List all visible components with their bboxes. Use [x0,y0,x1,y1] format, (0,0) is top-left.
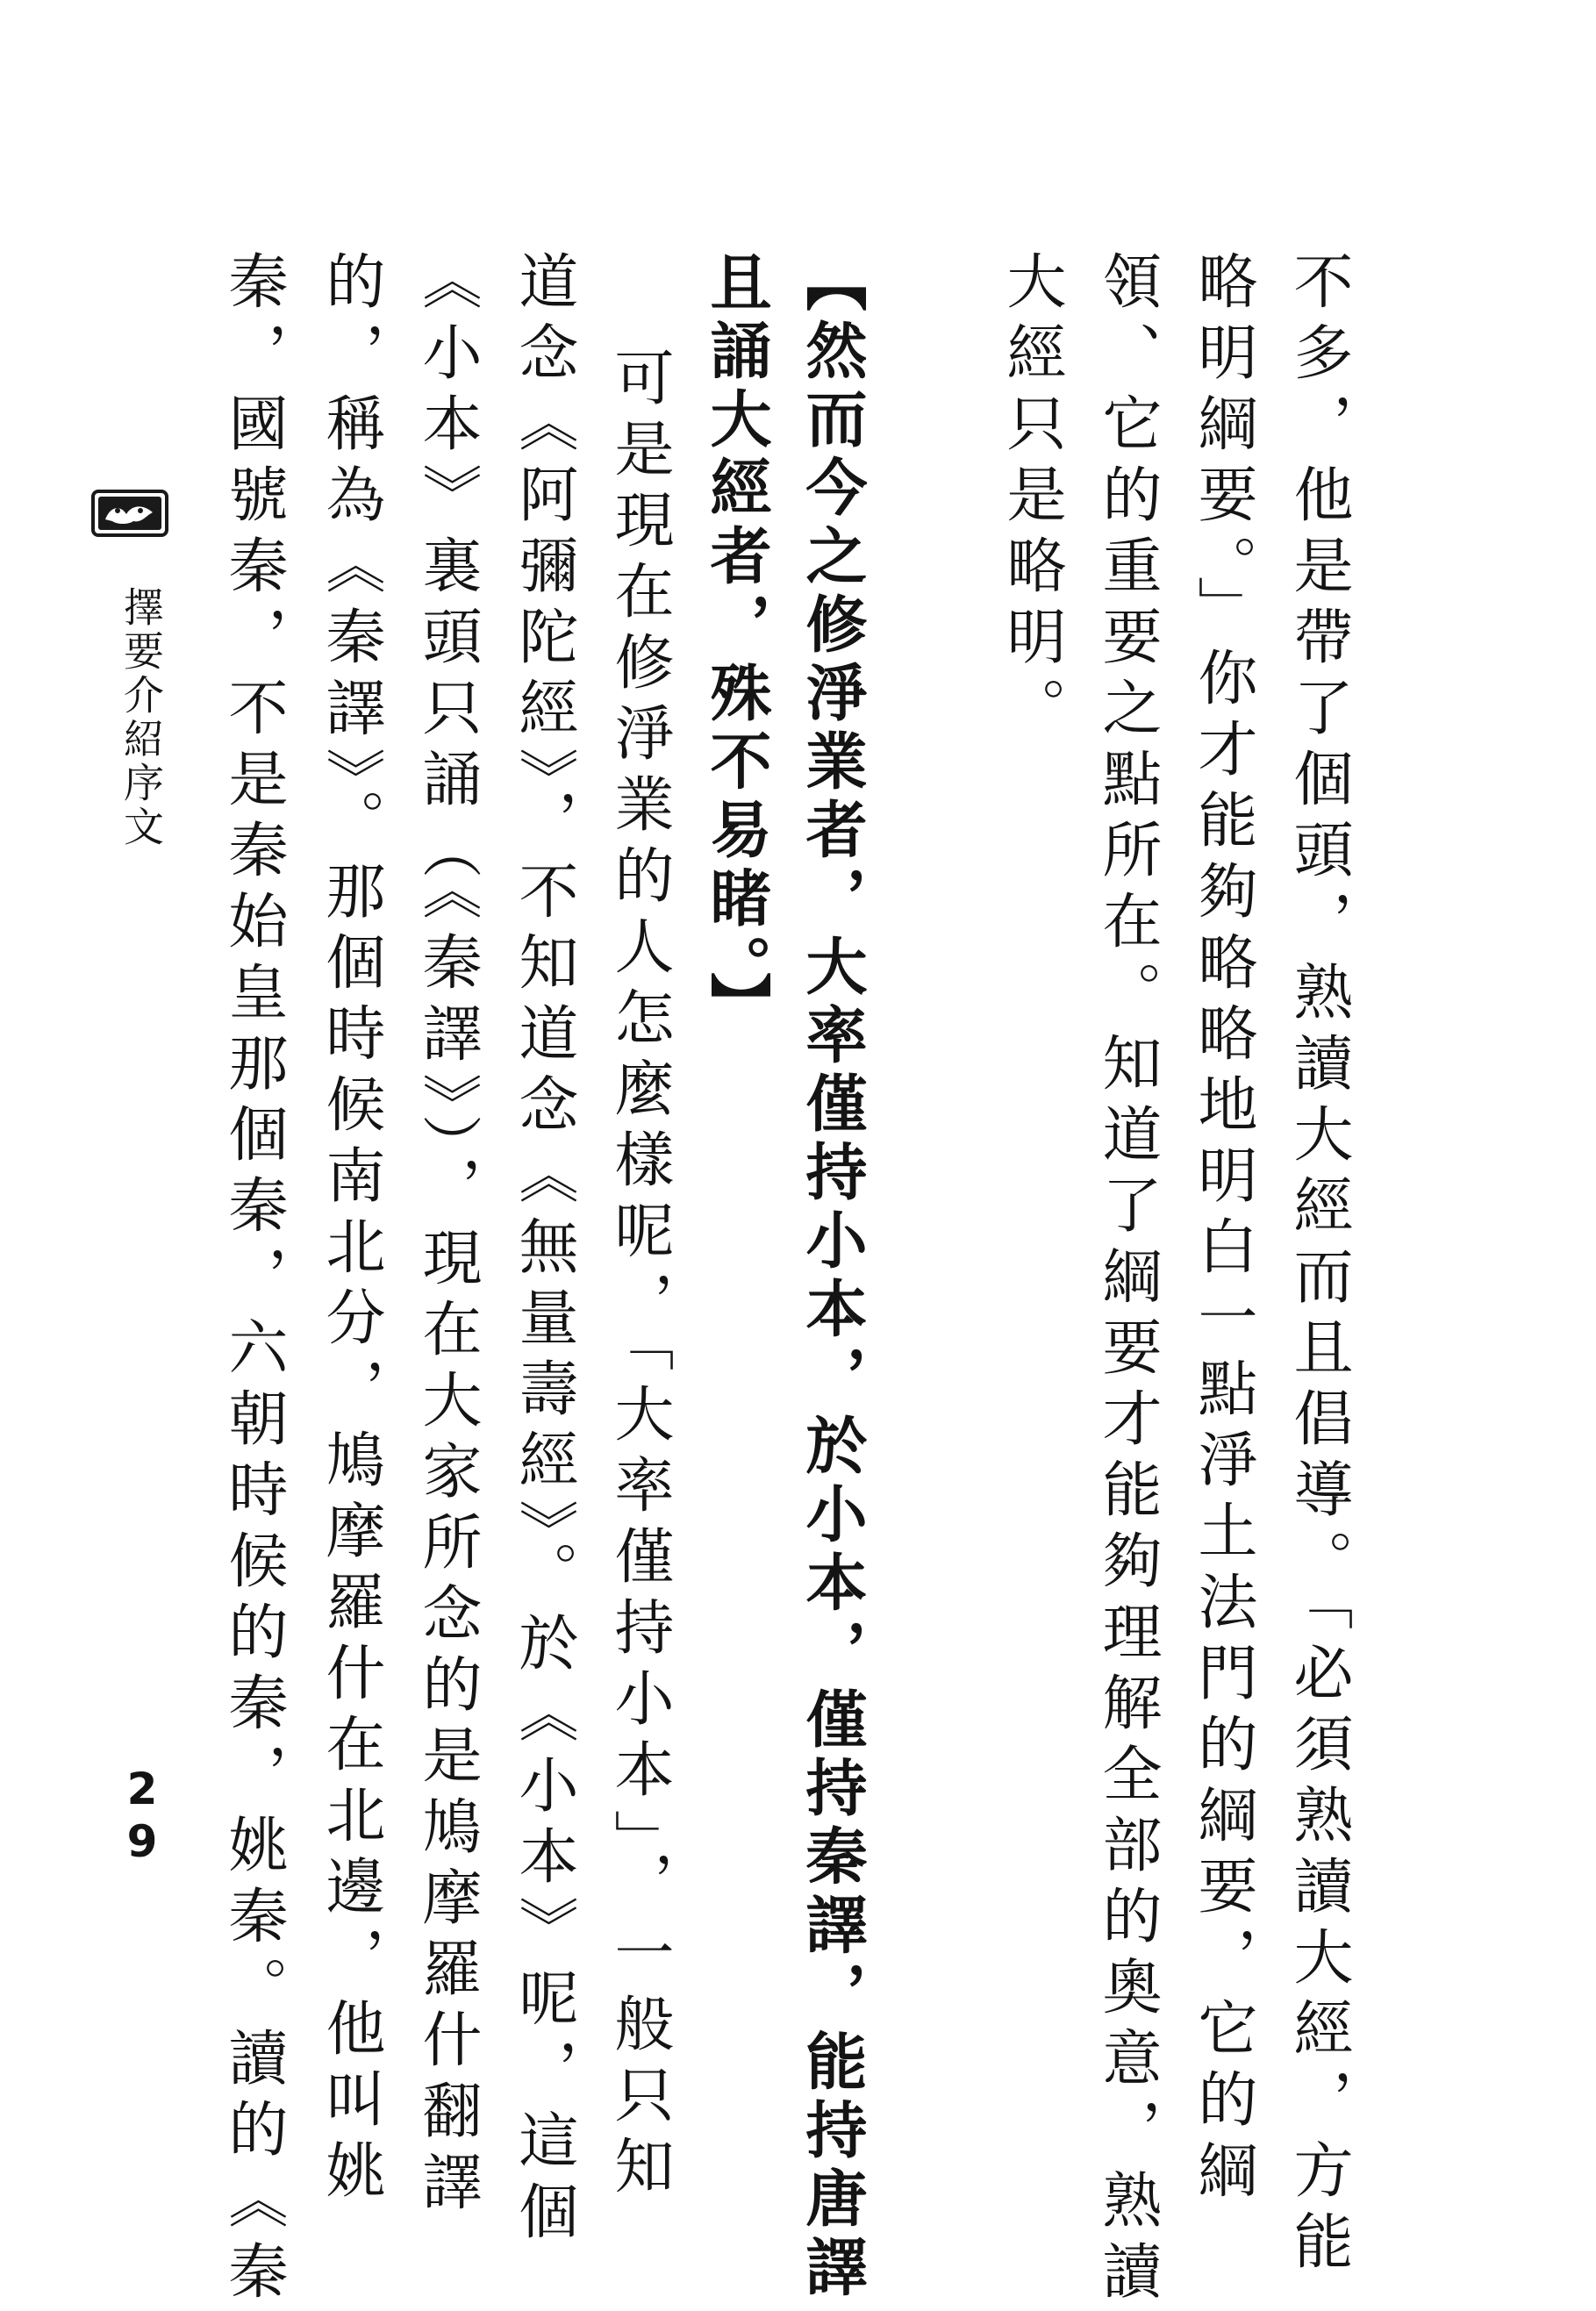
text-column-2: 略明綱要。」你才能夠略略地明白一點淨土法門的綱要，它的綱 [1188,250,1257,2210]
text-column-8: 的，稱為《秦譯》。那個時候南北分，鳩摩羅什在北邊，他叫姚 [316,250,385,2210]
text-column-9: 秦，國號秦，不是秦始皇那個秦，六朝時候的秦，姚秦。讀的《秦 [218,250,288,2311]
text-column-5: 可是現在修淨業的人怎麼樣呢，「大率僅持小本」，一般只知 [605,347,674,2206]
decorative-seal-icon [91,490,168,537]
text-column-6: 道念《阿彌陀經》，不知道念《無量壽經》。於《小本》呢，這個 [509,250,578,2251]
page-number: 29 [117,1764,168,1869]
text-column-4: 大經只是略明。 [997,250,1066,748]
running-head: 擇要介紹序文 [118,586,165,849]
text-column-7: 《小本》裏頭只誦（《秦譯》），現在大家所念的是鳩摩羅什翻譯 [412,250,482,2222]
quoted-text-column-1: 【然而今之修淨業者，大率僅持小本，於小本，僅持秦譯，能持唐譯 [796,250,868,2303]
text-column-3: 領、它的重要之點所在。知道了綱要才能夠理解全部的奧意，熟讀 [1092,250,1162,2311]
text-column-1: 不多，他是帶了個頭，熟讀大經而且倡導。「必須熟讀大經，方能 [1284,250,1353,2281]
quoted-text-column-2: 且誦大經者，殊不易睹。】 [700,250,772,1041]
